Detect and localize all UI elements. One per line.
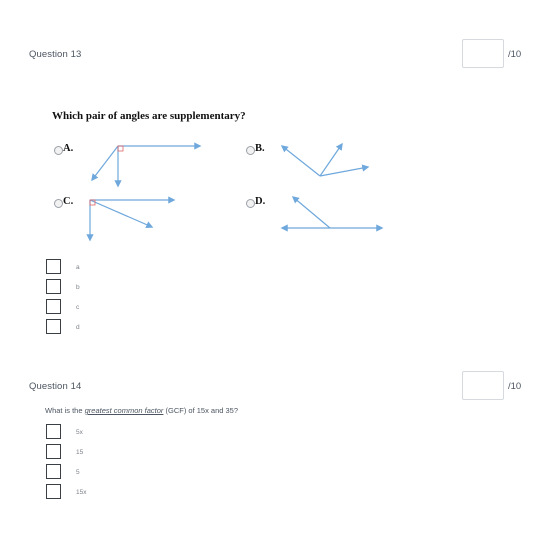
question-14-score-total: /10 xyxy=(508,381,522,392)
q14-choice-5-label: 5 xyxy=(76,469,80,476)
question-13-label: Question 13 xyxy=(29,49,82,60)
q14-checkbox-15x[interactable] xyxy=(46,484,61,499)
gcf-link[interactable]: greatest common factor xyxy=(84,406,164,415)
option-d-letter: D. xyxy=(255,196,266,207)
q14-choice-5x-label: 5x xyxy=(76,429,83,436)
q13-checkbox-c[interactable] xyxy=(46,299,61,314)
q13-choice-a-label: a xyxy=(76,264,80,271)
q13-choice-c-label: c xyxy=(76,304,80,311)
question-14-prompt: What is the greatest common factor (GCF) of 15x and 35? xyxy=(45,406,239,415)
figure-b xyxy=(282,144,368,176)
q14-checkbox-5x[interactable] xyxy=(46,424,61,439)
q13-checkbox-b[interactable] xyxy=(46,279,61,294)
q13-checkbox-d[interactable] xyxy=(46,319,61,334)
question-14-label: Question 14 xyxy=(29,381,82,392)
q14-choice-15x-label: 15x xyxy=(76,489,87,496)
q13-choice-d-label: d xyxy=(76,324,80,331)
question-14-score-input[interactable] xyxy=(462,371,504,400)
q14-checkbox-15[interactable] xyxy=(46,444,61,459)
option-a-letter: A. xyxy=(63,143,74,154)
option-c-letter: C. xyxy=(63,196,74,207)
q13-choice-b-label: b xyxy=(76,284,80,291)
question-13-prompt: Which pair of angles are supplementary? xyxy=(52,110,246,122)
option-b-letter: B. xyxy=(255,143,265,154)
q14-choice-15-label: 15 xyxy=(76,449,84,456)
q13-checkbox-a[interactable] xyxy=(46,259,61,274)
question-13-score-total: /10 xyxy=(508,49,522,60)
figure-c xyxy=(90,200,174,240)
figure-d xyxy=(282,197,382,228)
figure-a xyxy=(92,146,200,186)
q14-checkbox-5[interactable] xyxy=(46,464,61,479)
